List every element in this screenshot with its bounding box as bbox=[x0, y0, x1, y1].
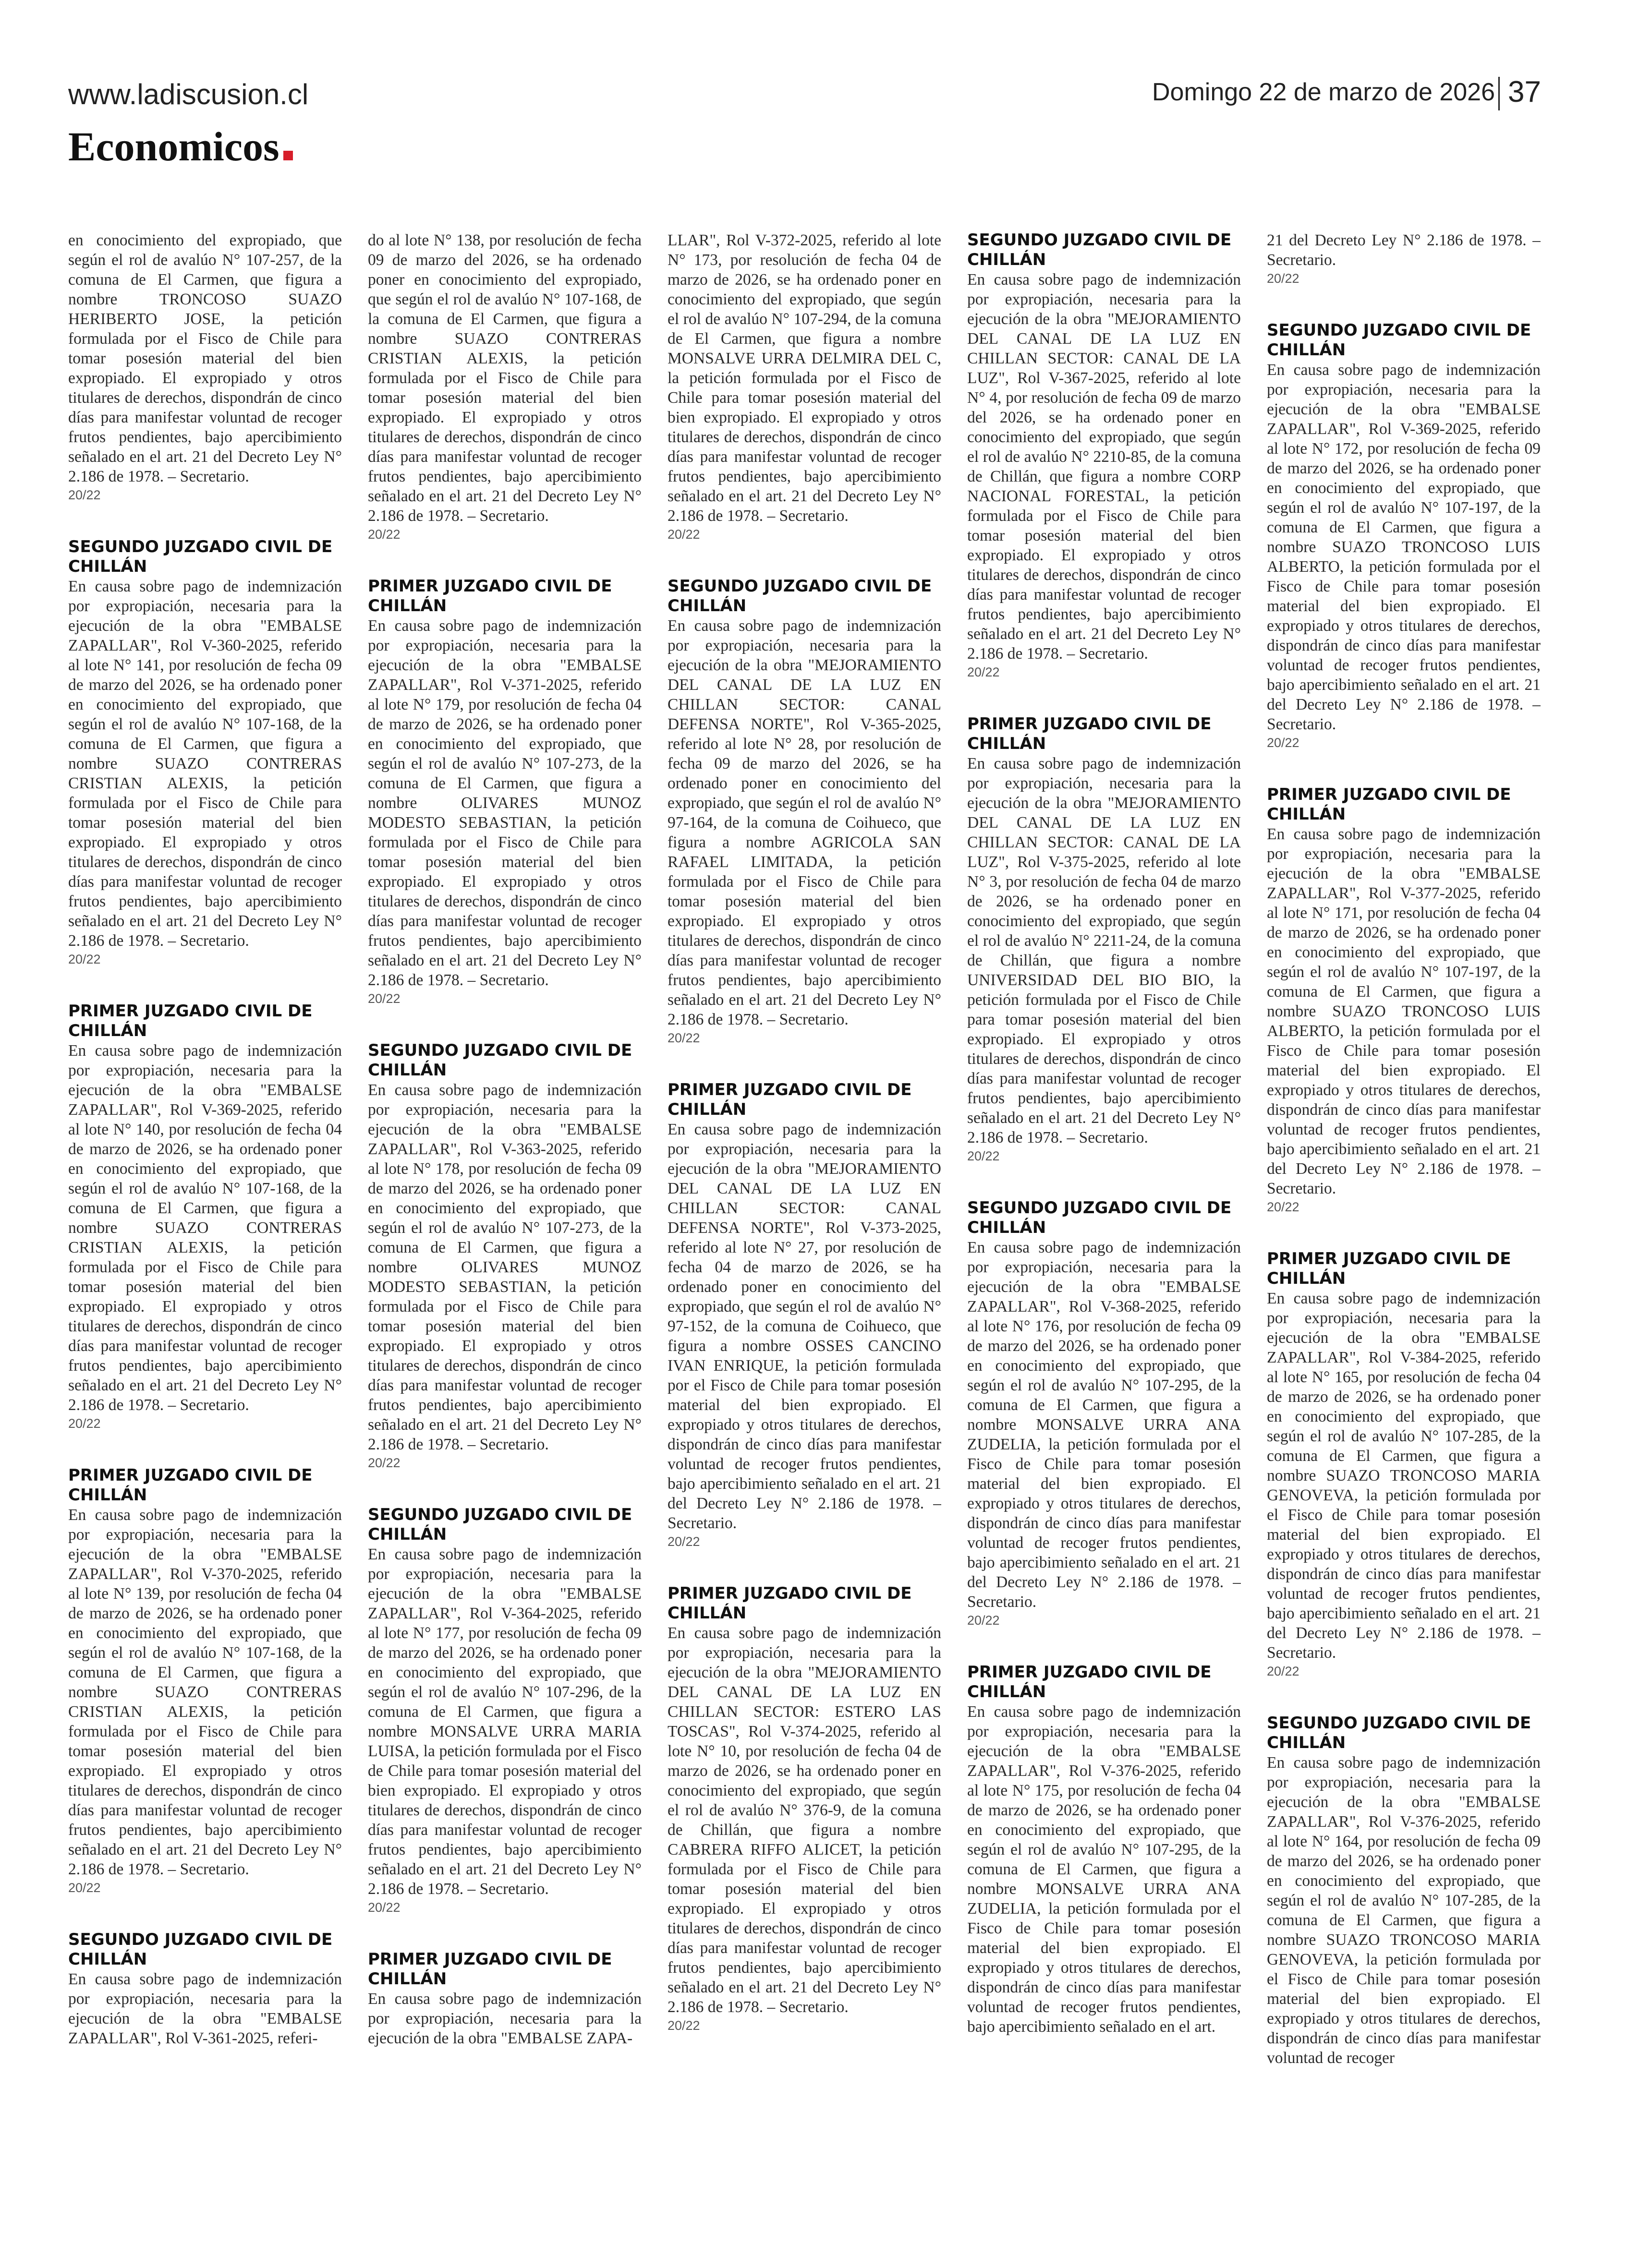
notice-text: do al lote N° 138, por resolución de fecha 09 de marzo del 2026, se ha ordenado poner en conocimiento del expropiado, que según el rol de avalúo N° 107-168, de la comuna de El Carmen, que figura a nombre SUAZO CONTRERAS CRISTIAN ALEXIS, la petición formulada por el Fisco de Chile para tomar posesión material del bien expropiado. El expropiado y otros titulares de derechos, dispondrán de cinco días para manifestar voluntad de recoger frutos pendientes, bajo apercibimiento señalado en el art. 21 del Decreto Ley N° 2.186 de 1978. – Secretario. bbox=[368, 231, 642, 525]
notice-code: 20/22 bbox=[368, 991, 401, 1006]
court-heading: PRIMER JUZGADO CIVIL DE CHILLÁN bbox=[967, 714, 1212, 753]
legal-notice bbox=[368, 230, 642, 543]
notice-text: En causa sobre pago de indemnización por expropiación, necesaria para la ejecución de la obra "EMBALSE ZAPA- bbox=[368, 1990, 642, 2047]
court-heading: PRIMER JUZGADO CIVIL DE CHILLÁN bbox=[68, 1001, 313, 1040]
notice-code: 20/22 bbox=[68, 1416, 101, 1431]
notice-text: En causa sobre pago de indemnización por expropiación, necesaria para la ejecución de la obra "EMBALSE ZAPALLAR", Rol V-376-2025, referido al lote N° 175, por resolución de fecha 04 de marzo de 2026, se ha ordenado poner en conocimiento del expropiado, que según el rol de avalúo N° 107-295, de la comuna de El Carmen, que figura a nombre MONSALVE URRA ANA ZUDELIA, la petición formulada por el Fisco de Chile para tomar posesión material del bien expropiado. El expropiado y otros titulares de derechos, dispondrán de cinco días para manifestar voluntad de recoger frutos pendientes, bajo apercibimiento señalado en el art. bbox=[967, 1703, 1241, 2036]
court-heading: SEGUNDO JUZGADO CIVIL DE CHILLÁN bbox=[68, 1930, 333, 1969]
legal-notice bbox=[668, 577, 941, 1047]
notice-code: 20/22 bbox=[967, 1149, 1000, 1163]
notice-code: 20/22 bbox=[68, 1881, 101, 1895]
legal-notice bbox=[967, 1663, 1241, 2037]
legal-notice bbox=[668, 230, 941, 543]
court-heading: SEGUNDO JUZGADO CIVIL DE CHILLÁN bbox=[68, 537, 333, 576]
notice-text: En causa sobre pago de indemnización por expropiación, necesaria para la ejecución de la obra "EMBALSE ZAPALLAR", Rol V-363-2025, referido al lote N° 178, por resolución de fecha 09 de marzo del 2026, se ha ordenado poner en conocimiento del expropiado, que según el rol de avalúo N° 107-273, de la comuna de El Carmen, que figura a nombre OLIVARES MUNOZ MODESTO SEBASTIAN, la petición formulada por el Fisco de Chile para tomar posesión material del bien expropiado. El expropiado y otros titulares de derechos, dispondrán de cinco días para manifestar voluntad de recoger frutos pendientes, bajo apercibimiento señalado en el art. 21 del Decreto Ley N° 2.186 de 1978. – Secretario. bbox=[368, 1081, 642, 1453]
legal-notice bbox=[68, 230, 342, 504]
court-heading: PRIMER JUZGADO CIVIL DE CHILLÁN bbox=[368, 577, 612, 615]
notice-code: 20/22 bbox=[967, 1613, 1000, 1628]
notice-text: En causa sobre pago de indemnización por expropiación, necesaria para la ejecución de la obra "MEJORAMIENTO DEL CANAL DE LA LUZ EN CHILLAN SECTOR: CANAL DEFENSA NORTE", Rol V-365-2025, referido al lote N° 28, por resolución de fecha 09 de marzo del 2026, se ha ordenado poner en conocimiento del expropiado, que según el rol de avalúo N° 97-164, de la comuna de Coihueco, que figura a nombre AGRICOLA SAN RAFAEL LIMITADA, la petición formulada por el Fisco de Chile para tomar posesión material del bien expropiado. El expropiado y otros titulares de derechos, dispondrán de cinco días para manifestar voluntad de recoger frutos pendientes, bajo apercibimiento señalado en el art. 21 del Decreto Ley N° 2.186 de 1978. – Secretario. bbox=[668, 617, 941, 1028]
court-heading: SEGUNDO JUZGADO CIVIL DE CHILLÁN bbox=[368, 1505, 632, 1544]
court-heading: PRIMER JUZGADO CIVIL DE CHILLÁN bbox=[1267, 1249, 1511, 1288]
column-1 bbox=[68, 230, 342, 2242]
notice-text: En causa sobre pago de indemnización por expropiación, necesaria para la ejecución de la obra "EMBALSE ZAPALLAR", Rol V-369-2025, referido al lote N° 140, por resolución de fecha 04 de marzo de 2026, se ha ordenado poner en conocimiento del expropiado, que según el rol de avalúo N° 107-168, de la comuna de El Carmen, que figura a nombre SUAZO CONTRERAS CRISTIAN ALEXIS, la petición formulada por el Fisco de Chile para tomar posesión material del bien expropiado. El expropiado y otros titulares de derechos, dispondrán de cinco días para manifestar voluntad de recoger frutos pendientes, bajo apercibimiento señalado en el art. 21 del Decreto Ley N° 2.186 de 1978. – Secretario. bbox=[68, 1042, 342, 1414]
notice-code: 20/22 bbox=[668, 1031, 700, 1045]
legal-notice bbox=[368, 1950, 642, 2048]
court-heading: SEGUNDO JUZGADO CIVIL DE CHILLÁN bbox=[368, 1041, 632, 1080]
legal-notice bbox=[68, 1001, 342, 1432]
notice-code: 20/22 bbox=[1267, 736, 1299, 750]
legal-notice bbox=[68, 1466, 342, 1896]
notice-text: 21 del Decreto Ley N° 2.186 de 1978. – Secretario. bbox=[1267, 231, 1541, 269]
notice-text: En causa sobre pago de indemnización por expropiación, necesaria para la ejecución de la obra "EMBALSE ZAPALLAR", Rol V-370-2025, referido al lote N° 139, por resolución de fecha 04 de marzo de 2026, se ha ordenado poner en conocimiento del expropiado, que según el rol de avalúo N° 107-168, de la comuna de El Carmen, que figura a nombre SUAZO CONTRERAS CRISTIAN ALEXIS, la petición formulada por el Fisco de Chile para tomar posesión material del bien expropiado. El expropiado y otros titulares de derechos, dispondrán de cinco días para manifestar voluntad de recoger frutos pendientes, bajo apercibimiento señalado en el art. 21 del Decreto Ley N° 2.186 de 1978. – Secretario. bbox=[68, 1506, 342, 1878]
notice-text: En causa sobre pago de indemnización por expropiación, necesaria para la ejecución de la obra "EMBALSE ZAPALLAR", Rol V-368-2025, referido al lote N° 176, por resolución de fecha 09 de marzo del 2026, se ha ordenado poner en conocimiento del expropiado, que según el rol de avalúo N° 107-295, de la comuna de El Carmen, que figura a nombre MONSALVE URRA ANA ZUDELIA, la petición formulada por el Fisco de Chile para tomar posesión material del bien expropiado. El expropiado y otros titulares de derechos, dispondrán de cinco días para manifestar voluntad de recoger frutos pendientes, bajo apercibimiento señalado en el art. 21 del Decreto Ley N° 2.186 de 1978. – Secretario. bbox=[967, 1239, 1241, 1611]
notice-text: En causa sobre pago de indemnización por expropiación, necesaria para la ejecución de la obra "EMBALSE ZAPALLAR", Rol V-377-2025, referido al lote N° 171, por resolución de fecha 04 de marzo de 2026, se ha ordenado poner en conocimiento del expropiado, que según el rol de avalúo N° 107-197, de la comuna de El Carmen, que figura a nombre SUAZO TRONCOSO LUIS ALBERTO, la petición formulada por el Fisco de Chile para tomar posesión material del bien expropiado. El expropiado y otros titulares de derechos, dispondrán de cinco días para manifestar voluntad de recoger frutos pendientes, bajo apercibimiento señalado en el art. 21 del Decreto Ley N° 2.186 de 1978. – Secretario. bbox=[1267, 825, 1541, 1197]
notice-text: En causa sobre pago de indemnización por expropiación, necesaria para la ejecución de la obra "EMBALSE ZAPALLAR", Rol V-384-2025, referido al lote N° 165, por resolución de fecha 04 de marzo de 2026, se ha ordenado poner en conocimiento del expropiado, que según el rol de avalúo N° 107-285, de la comuna de El Carmen, que figura a nombre SUAZO TRONCOSO MARIA GENOVEVA, la petición formulada por el Fisco de Chile para tomar posesión material del bien expropiado. El expropiado y otros titulares de derechos, dispondrán de cinco días para manifestar voluntad de recoger frutos pendientes, bajo apercibimiento señalado en el art. 21 del Decreto Ley N° 2.186 de 1978. – Secretario. bbox=[1267, 1290, 1541, 1662]
notice-text: en conocimiento del expropiado, que según el rol de avalúo N° 107-257, de la comuna de El Carmen, que figura a nombre TRONCOSO SUAZO HERIBERTO JOSE, la petición formulada por el Fisco de Chile para tomar posesión material del bien expropiado. El expropiado y otros titulares de derechos, dispondrán de cinco días para manifestar voluntad de recoger frutos pendientes, bajo apercibimiento señalado en el art. 21 del Decreto Ley N° 2.186 de 1978. – Secretario. bbox=[68, 231, 342, 485]
notice-code: 20/22 bbox=[368, 1900, 401, 1915]
notice-text: En causa sobre pago de indemnización por expropiación, necesaria para la ejecución de la obra "EMBALSE ZAPALLAR", Rol V-364-2025, referido al lote N° 177, por resolución de fecha 09 de marzo del 2026, se ha ordenado poner en conocimiento del expropiado, que según el rol de avalúo N° 107-296, de la comuna de El Carmen, que figura a nombre MONSALVE URRA MARIA LUISA, la petición formulada por el Fisco de Chile para tomar posesión material del bien expropiado. El expropiado y otros titulares de derechos, dispondrán de cinco días para manifestar voluntad de recoger frutos pendientes, bajo apercibimiento señalado en el art. 21 del Decreto Ley N° 2.186 de 1978. – Secretario. bbox=[368, 1545, 642, 1898]
notice-text: En causa sobre pago de indemnización por expropiación, necesaria para la ejecución de la obra "MEJORAMIENTO DEL CANAL DE LA LUZ EN CHILLAN SECTOR: ESTERO LAS TOSCAS", Rol V-374-2025, referido al lote N° 10, por resolución de fecha 04 de marzo de 2026, se ha ordenado poner en conocimiento del expropiado, que según el rol de avalúo N° 376-9, de la comuna de Chillán, que figura a nombre CABRERA RIFFO ALICET, la petición formulada por el Fisco de Chile para tomar posesión material del bien expropiado. El expropiado y otros titulares de derechos, dispondrán de cinco días para manifestar voluntad de recoger frutos pendientes, bajo apercibimiento señalado en el art. 21 del Decreto Ley N° 2.186 de 1978. – Secretario. bbox=[668, 1624, 941, 2016]
legal-notice bbox=[368, 1041, 642, 1472]
notice-code: 20/22 bbox=[1267, 271, 1299, 286]
court-heading: SEGUNDO JUZGADO CIVIL DE CHILLÁN bbox=[668, 577, 932, 615]
notice-text: En causa sobre pago de indemnización por expropiación, necesaria para la ejecución de la obra "EMBALSE ZAPALLAR", Rol V-360-2025, referido al lote N° 141, por resolución de fecha 09 de marzo del 2026, se ha ordenado poner en conocimiento del expropiado, que según el rol de avalúo N° 107-168, de la comuna de El Carmen, que figura a nombre SUAZO CONTRERAS CRISTIAN ALEXIS, la petición formulada por el Fisco de Chile para tomar posesión material del bien expropiado. El expropiado y otros titulares de derechos, dispondrán de cinco días para manifestar voluntad de recoger frutos pendientes, bajo apercibimiento señalado en el art. 21 del Decreto Ley N° 2.186 de 1978. – Secretario. bbox=[68, 578, 342, 950]
notice-code: 20/22 bbox=[668, 2018, 700, 2033]
legal-notice bbox=[68, 537, 342, 968]
legal-notice bbox=[1267, 230, 1541, 287]
notice-code: 20/22 bbox=[1267, 1664, 1299, 1678]
court-heading: PRIMER JUZGADO CIVIL DE CHILLÁN bbox=[368, 1950, 612, 1989]
section-title-text: Economicos bbox=[68, 123, 279, 169]
notice-text: En causa sobre pago de indemnización por expropiación, necesaria para la ejecución de la obra "EMBALSE ZAPALLAR", Rol V-376-2025, referido al lote N° 164, por resolución de fecha 09 de marzo del 2026, se ha ordenado poner en conocimiento del expropiado, que según el rol de avalúo N° 107-285, de la comuna de El Carmen, que figura a nombre SUAZO TRONCOSO MARIA GENOVEVA, la petición formulada por el Fisco de Chile para tomar posesión material del bien expropiado. El expropiado y otros titulares de derechos, dispondrán de cinco días para manifestar voluntad de recoger bbox=[1267, 1754, 1541, 2067]
court-heading: SEGUNDO JUZGADO CIVIL DE CHILLÁN bbox=[967, 230, 1232, 269]
notice-code: 20/22 bbox=[68, 952, 101, 966]
legal-notice bbox=[668, 1080, 941, 1550]
notices-columns bbox=[68, 230, 1541, 2242]
court-heading: PRIMER JUZGADO CIVIL DE CHILLÁN bbox=[967, 1663, 1212, 1701]
legal-notice bbox=[1267, 1249, 1541, 1680]
court-heading: PRIMER JUZGADO CIVIL DE CHILLÁN bbox=[668, 1080, 912, 1119]
issue-date: Domingo 22 de marzo de 2026 bbox=[1152, 78, 1495, 106]
notice-text: En causa sobre pago de indemnización por expropiación, necesaria para la ejecución de la obra "EMBALSE ZAPALLAR", Rol V-361-2025, referi- bbox=[68, 1970, 342, 2047]
page-number: 37 bbox=[1508, 75, 1541, 109]
legal-notice bbox=[967, 1198, 1241, 1629]
legal-notice bbox=[668, 1584, 941, 2034]
court-heading: PRIMER JUZGADO CIVIL DE CHILLÁN bbox=[668, 1584, 912, 1623]
notice-code: 20/22 bbox=[368, 1456, 401, 1470]
legal-notice bbox=[1267, 785, 1541, 1216]
notice-text: En causa sobre pago de indemnización por expropiación, necesaria para la ejecución de la obra "EMBALSE ZAPALLAR", Rol V-371-2025, referido al lote N° 179, por resolución de fecha 04 de marzo de 2026, se ha ordenado poner en conocimiento del expropiado, que según el rol de avalúo N° 107-273, de la comuna de El Carmen, que figura a nombre OLIVARES MUNOZ MODESTO SEBASTIAN, la petición formulada por el Fisco de Chile para tomar posesión material del bien expropiado. El expropiado y otros titulares de derechos, dispondrán de cinco días para manifestar voluntad de recoger frutos pendientes, bajo apercibimiento señalado en el art. 21 del Decreto Ley N° 2.186 de 1978. – Secretario. bbox=[368, 617, 642, 989]
notice-code: 20/22 bbox=[368, 527, 401, 542]
notice-code: 20/22 bbox=[1267, 1200, 1299, 1214]
notice-text: LLAR", Rol V-372-2025, referido al lote N° 173, por resolución de fecha 04 de marzo de 2026, se ha ordenado poner en conocimiento del expropiado, que según el rol de avalúo N° 107-294, de la comuna de El Carmen, que figura a nombre MONSALVE URRA DELMIRA DEL C, la petición formulada por el Fisco de Chile para tomar posesión material del bien expropiado. El expropiado y otros titulares de derechos, dispondrán de cinco días para manifestar voluntad de recoger frutos pendientes, bajo apercibimiento señalado en el art. 21 del Decreto Ley N° 2.186 de 1978. – Secretario. bbox=[668, 231, 941, 525]
legal-notice bbox=[1267, 321, 1541, 751]
court-heading: PRIMER JUZGADO CIVIL DE CHILLÁN bbox=[1267, 785, 1511, 824]
notice-text: En causa sobre pago de indemnización por expropiación, necesaria para la ejecución de la obra "MEJORAMIENTO DEL CANAL DE LA LUZ EN CHILLAN SECTOR: CANAL DE LA LUZ", Rol V-367-2025, referido al lote N° 4, por resolución de fecha 09 de marzo del 2026, se ha ordenado poner en conocimiento del expropiado, que según el rol de avalúo N° 2210-85, de la comuna de Chillán, que figura a nombre CORP NACIONAL FORESTAL, la petición formulada por el Fisco de Chile para tomar posesión material del bien expropiado. El expropiado y otros titulares de derechos, dispondrán de cinco días para manifestar voluntad de recoger frutos pendientes, bajo apercibimiento señalado en el art. 21 del Decreto Ley N° 2.186 de 1978. – Secretario. bbox=[967, 271, 1241, 663]
section-title bbox=[68, 122, 293, 170]
court-heading: SEGUNDO JUZGADO CIVIL DE CHILLÁN bbox=[1267, 321, 1531, 360]
notice-code: 20/22 bbox=[668, 1534, 700, 1549]
legal-notice bbox=[68, 1930, 342, 2048]
column-4 bbox=[967, 230, 1241, 2242]
legal-notice bbox=[1267, 1713, 1541, 2068]
legal-notice bbox=[967, 230, 1241, 681]
column-3 bbox=[668, 230, 941, 2242]
notice-text: En causa sobre pago de indemnización por expropiación, necesaria para la ejecución de la obra "MEJORAMIENTO DEL CANAL DE LA LUZ EN CHILLAN SECTOR: CANAL DE LA LUZ", Rol V-375-2025, referido al lote N° 3, por resolución de fecha 04 de marzo de 2026, se ha ordenado poner en conocimiento del expropiado, que según el rol de avalúo N° 2211-24, de la comuna de Chillán, que figura a nombre UNIVERSIDAD DEL BIO BIO, la petición formulada por el Fisco de Chile para tomar posesión material del bien expropiado. El expropiado y otros titulares de derechos, dispondrán de cinco días para manifestar voluntad de recoger frutos pendientes, bajo apercibimiento señalado en el art. 21 del Decreto Ley N° 2.186 de 1978. – Secretario. bbox=[967, 755, 1241, 1146]
notice-code: 20/22 bbox=[668, 527, 700, 542]
red-dot-icon bbox=[283, 151, 293, 160]
column-5 bbox=[1267, 230, 1541, 2242]
court-heading: SEGUNDO JUZGADO CIVIL DE CHILLÁN bbox=[1267, 1713, 1531, 1752]
notice-text: En causa sobre pago de indemnización por expropiación, necesaria para la ejecución de la obra "MEJORAMIENTO DEL CANAL DE LA LUZ EN CHILLAN SECTOR: CANAL DEFENSA NORTE", Rol V-373-2025, referido al lote N° 27, por resolución de fecha 04 de marzo de 2026, se ha ordenado poner en conocimiento del expropiado, que según el rol de avalúo N° 97-152, de la comuna de Coihueco, que figura a nombre OSSES CANCINO IVAN ENRIQUE, la petición formulada por el Fisco de Chile para tomar posesión material del bien expropiado. El expropiado y otros titulares de derechos, dispondrán de cinco días para manifestar voluntad de recoger frutos pendientes, bajo apercibimiento señalado en el art. 21 del Decreto Ley N° 2.186 de 1978. – Secretario. bbox=[668, 1121, 941, 1532]
header-divider bbox=[1498, 77, 1500, 110]
site-url[interactable]: www.ladiscusion.cl bbox=[68, 78, 309, 110]
notice-code: 20/22 bbox=[967, 665, 1000, 679]
column-2 bbox=[368, 230, 642, 2242]
legal-notice bbox=[368, 577, 642, 1007]
notice-code: 20/22 bbox=[68, 488, 101, 502]
court-heading: SEGUNDO JUZGADO CIVIL DE CHILLÁN bbox=[967, 1198, 1232, 1237]
legal-notice bbox=[368, 1505, 642, 1916]
notice-text: En causa sobre pago de indemnización por expropiación, necesaria para la ejecución de la obra "EMBALSE ZAPALLAR", Rol V-369-2025, referido al lote N° 172, por resolución de fecha 09 de marzo del 2026, se ha ordenado poner en conocimiento del expropiado, que según el rol de avalúo N° 107-197, de la comuna de El Carmen, que figura a nombre SUAZO TRONCOSO LUIS ALBERTO, la petición formulada por el Fisco de Chile para tomar posesión material del bien expropiado. El expropiado y otros titulares de derechos, dispondrán de cinco días para manifestar voluntad de recoger frutos pendientes, bajo apercibimiento señalado en el art. 21 del Decreto Ley N° 2.186 de 1978. – Secretario. bbox=[1267, 361, 1541, 733]
legal-notice bbox=[967, 714, 1241, 1165]
court-heading: PRIMER JUZGADO CIVIL DE CHILLÁN bbox=[68, 1466, 313, 1505]
